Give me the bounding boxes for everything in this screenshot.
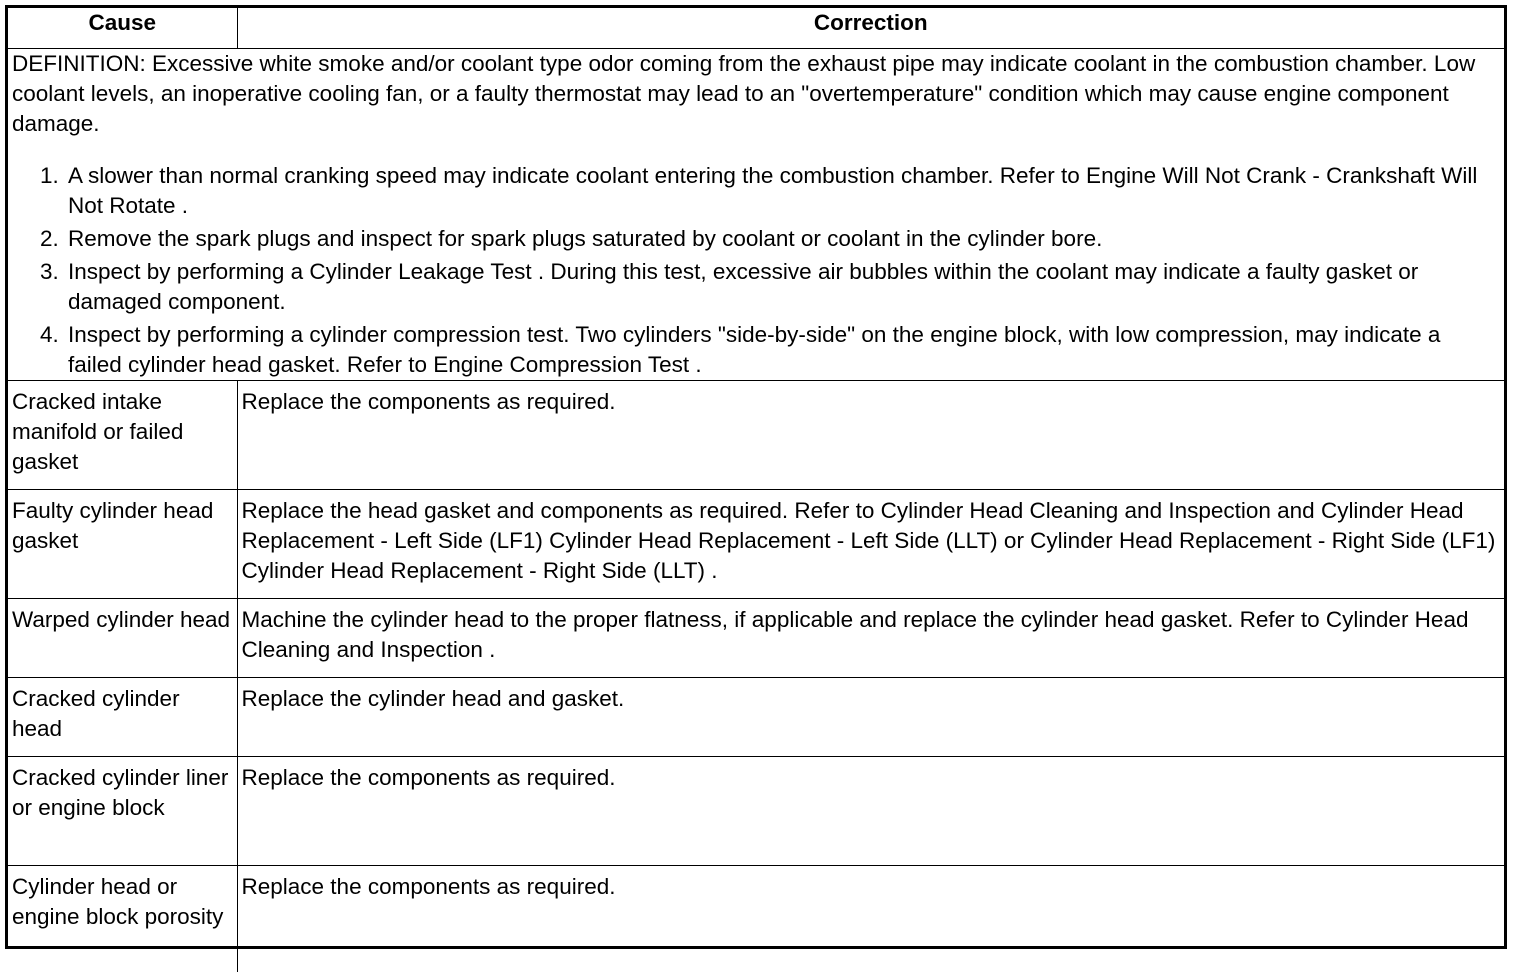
cause-cell: Faulty cylinder head gasket [8, 490, 237, 599]
cause-column-header: Cause [8, 8, 237, 49]
correction-cell: Machine the cylinder head to the proper flatness, if applicable and replace the cylinder head gasket. Refer to Cylinder Head Cleaning and Inspection . [237, 599, 1504, 678]
diagnostic-step: 2. Remove the spark plugs and inspect for spark plugs saturated by coolant or coolant in the cylinder bore. [65, 224, 1500, 254]
cause-cell: Cracked cylinder liner or engine block [8, 757, 237, 866]
diagnostic-table [8, 8, 1504, 972]
correction-cell: Replace the components as required. [237, 381, 1504, 490]
header-row [8, 8, 1504, 49]
table-row [8, 866, 1504, 972]
diagnostic-step: 3. Inspect by performing a Cylinder Leakage Test . During this test, excessive air bubbles within the coolant may indicate a faulty gasket or damaged component. [65, 257, 1500, 317]
correction-cell: Replace the cylinder head and gasket. [237, 678, 1504, 757]
table-row [8, 757, 1504, 866]
correction-column-header: Correction [237, 8, 1504, 49]
correction-cell: Replace the components as required. [237, 757, 1504, 866]
table-row [8, 490, 1504, 599]
cause-cell: Cylinder head or engine block porosity [8, 866, 237, 972]
definition-text: DEFINITION: Excessive white smoke and/or coolant type odor coming from the exhaust pipe may indicate coolant in the combustion chamber. Low coolant levels, an inoperative cooling fan, or a faulty thermostat may lead to an "overtemperature" condition which may cause engine component damage. [12, 49, 1500, 139]
correction-cell: Replace the components as required. [237, 866, 1504, 972]
table-row [8, 678, 1504, 757]
cause-cell: Warped cylinder head [8, 599, 237, 678]
definition-row [8, 49, 1504, 381]
diagnostic-step: 4. Inspect by performing a cylinder compression test. Two cylinders "side-by-side" on the engine block, with low compression, may indicate a failed cylinder head gasket. Refer to Engine Compression Test . [65, 320, 1500, 380]
diagnostic-table-frame [5, 5, 1507, 949]
definition-cell [8, 49, 1504, 381]
table-row [8, 381, 1504, 490]
diagnostic-step: 1. A slower than normal cranking speed may indicate coolant entering the combustion chamber. Refer to Engine Will Not Crank - Crankshaft Will Not Rotate . [65, 161, 1500, 221]
table-row [8, 599, 1504, 678]
cause-cell: Cracked intake manifold or failed gasket [8, 381, 237, 490]
diagnostic-steps-list [12, 161, 1500, 380]
cause-cell: Cracked cylinder head [8, 678, 237, 757]
correction-cell: Replace the head gasket and components as required. Refer to Cylinder Head Cleaning and Inspection and Cylinder Head Replacement - Left Side (LF1) Cylinder Head Replacement - Left Side (LLT) or Cylinder Head Replacement - Right Side (LF1) Cylinder Head Replacement - Right Side (LLT) . [237, 490, 1504, 599]
